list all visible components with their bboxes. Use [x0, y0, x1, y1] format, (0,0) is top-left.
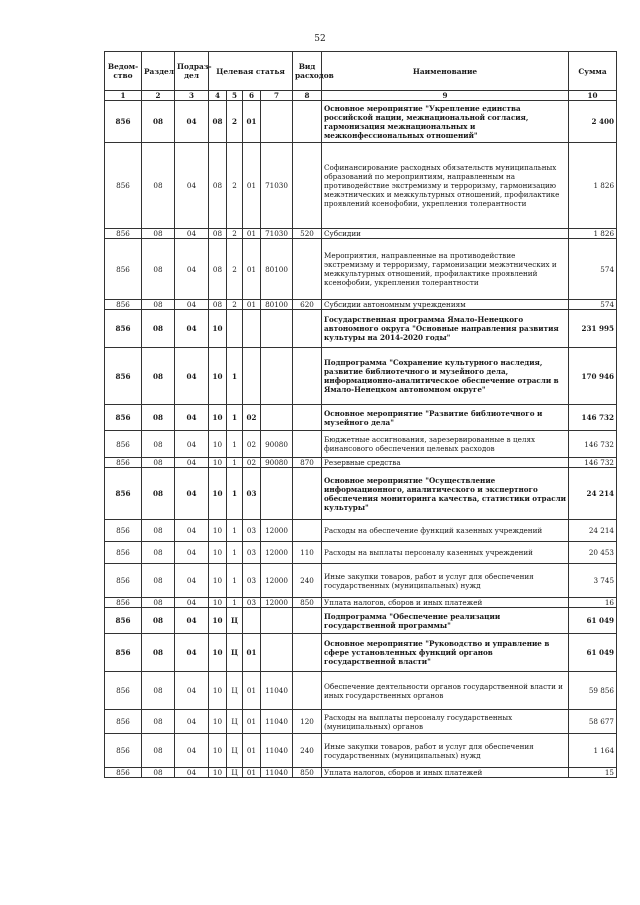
name-cell: Основное мероприятие "Укрепление единства российской нации, межнациональной согласия, гармонизация межнациональных и межконфессиональных отношений" — [322, 101, 569, 143]
amount-cell: 1 164 — [569, 734, 617, 768]
name-cell: Мероприятия, направленные на противодействие экстремизму и терроризму, гармонизации межэтнических и межкультурных отношений, профилактике проявлений ксенофобии, укрепления толерантности — [322, 239, 569, 300]
expense-type-cell: 110 — [293, 542, 322, 564]
amount-cell: 15 — [569, 768, 617, 778]
table-row — [105, 672, 617, 710]
subprogram-cell — [227, 310, 243, 348]
activity-cell: 03 — [243, 520, 261, 542]
ministry-cell: 856 — [105, 300, 142, 310]
activity-cell: 01 — [243, 300, 261, 310]
expense-type-cell — [293, 405, 322, 431]
name-cell: Субсидии автономным учреждениям — [322, 300, 569, 310]
activity-cell: 01 — [243, 672, 261, 710]
direction-cell: 12000 — [261, 542, 293, 564]
name-cell: Уплата налогов, сборов и иных платежей — [322, 598, 569, 608]
table-body — [105, 101, 617, 778]
subsection-cell: 04 — [175, 239, 209, 300]
expense-type-cell — [293, 608, 322, 634]
ministry-cell: 856 — [105, 608, 142, 634]
ministry-cell: 856 — [105, 564, 142, 598]
ministry-cell: 856 — [105, 672, 142, 710]
table-row — [105, 520, 617, 542]
program-cell: 10 — [209, 458, 227, 468]
section-cell: 08 — [142, 734, 175, 768]
table-row — [105, 468, 617, 520]
subsection-cell: 04 — [175, 431, 209, 458]
column-index: 2 — [142, 91, 175, 101]
activity-cell: 01 — [243, 239, 261, 300]
column-index: 8 — [293, 91, 322, 101]
subsection-cell: 04 — [175, 542, 209, 564]
subprogram-cell: 1 — [227, 598, 243, 608]
subsection-cell: 04 — [175, 768, 209, 778]
amount-cell: 24 214 — [569, 520, 617, 542]
name-cell: Государственная программа Ямало-Ненецкого автономного округа "Основные направления развития культуры на 2014-2020 годы" — [322, 310, 569, 348]
table-row — [105, 768, 617, 778]
activity-cell: 01 — [243, 734, 261, 768]
name-cell: Основное мероприятие "Осуществление информационного, аналитического и экспертного обеспечения мониторинга качества, статистики отрасли культуры" — [322, 468, 569, 520]
amount-cell: 16 — [569, 598, 617, 608]
direction-cell: 71030 — [261, 143, 293, 229]
subprogram-cell: 1 — [227, 564, 243, 598]
name-cell: Расходы на выплаты персоналу государственных (муниципальных) органов — [322, 710, 569, 734]
name-cell: Расходы на выплаты персоналу казенных учреждений — [322, 542, 569, 564]
expense-type-cell: 240 — [293, 564, 322, 598]
subsection-cell: 04 — [175, 634, 209, 672]
subprogram-cell: 2 — [227, 229, 243, 239]
subsection-cell: 04 — [175, 710, 209, 734]
subsection-cell: 04 — [175, 520, 209, 542]
section-cell: 08 — [142, 310, 175, 348]
subsection-cell: 04 — [175, 101, 209, 143]
activity-cell: 02 — [243, 458, 261, 468]
activity-cell — [243, 310, 261, 348]
ministry-cell: 856 — [105, 542, 142, 564]
ministry-cell: 856 — [105, 520, 142, 542]
table-row — [105, 598, 617, 608]
header-name: Наименование — [322, 52, 569, 91]
expense-type-cell — [293, 672, 322, 710]
ministry-cell: 856 — [105, 710, 142, 734]
name-cell: Подпрограмма "Сохранение культурного наследия, развитие библиотечного и музейного дела, информационно-аналитическое обеспечение отрасли в Ямало-Ненецком автономном округе" — [322, 348, 569, 405]
expense-type-cell — [293, 431, 322, 458]
ministry-cell: 856 — [105, 143, 142, 229]
expense-type-cell: 850 — [293, 598, 322, 608]
column-index: 3 — [175, 91, 209, 101]
column-index: 5 — [227, 91, 243, 101]
name-cell: Иные закупки товаров, работ и услуг для обеспечения государственных (муниципальных) нужд — [322, 734, 569, 768]
program-cell: 08 — [209, 101, 227, 143]
amount-cell: 2 400 — [569, 101, 617, 143]
subprogram-cell: Ц — [227, 608, 243, 634]
name-cell: Подпрограмма "Обеспечение реализации государственной программы" — [322, 608, 569, 634]
name-cell: Резервные средства — [322, 458, 569, 468]
subsection-cell: 04 — [175, 608, 209, 634]
expense-type-cell — [293, 520, 322, 542]
ministry-cell: 856 — [105, 768, 142, 778]
expense-type-cell: 620 — [293, 300, 322, 310]
subprogram-cell: 2 — [227, 239, 243, 300]
section-cell: 08 — [142, 608, 175, 634]
program-cell: 10 — [209, 734, 227, 768]
ministry-cell: 856 — [105, 598, 142, 608]
program-cell: 10 — [209, 564, 227, 598]
name-cell: Софинансирование расходных обязательств муниципальных образований по мероприятиям, направленным на противодействие экстремизму и терроризму, гармонизацию межэтнических и межкультурных отношений, профилактике проявлений ксенофобии, укрепления толерантности — [322, 143, 569, 229]
amount-cell: 574 — [569, 300, 617, 310]
direction-cell: 12000 — [261, 520, 293, 542]
section-cell: 08 — [142, 300, 175, 310]
program-cell: 10 — [209, 520, 227, 542]
table-row — [105, 310, 617, 348]
program-cell: 08 — [209, 239, 227, 300]
table-row — [105, 300, 617, 310]
table-row — [105, 405, 617, 431]
column-index: 6 — [243, 91, 261, 101]
amount-cell: 1 826 — [569, 229, 617, 239]
header-amount: Сумма — [569, 52, 617, 91]
section-cell: 08 — [142, 458, 175, 468]
direction-cell: 12000 — [261, 598, 293, 608]
program-cell: 10 — [209, 431, 227, 458]
ministry-cell: 856 — [105, 634, 142, 672]
direction-cell: 90080 — [261, 458, 293, 468]
table-row — [105, 564, 617, 598]
table-row — [105, 710, 617, 734]
activity-cell: 01 — [243, 143, 261, 229]
section-cell: 08 — [142, 229, 175, 239]
program-cell: 10 — [209, 542, 227, 564]
direction-cell — [261, 634, 293, 672]
activity-cell: 01 — [243, 101, 261, 143]
subprogram-cell: 2 — [227, 101, 243, 143]
amount-cell: 146 732 — [569, 405, 617, 431]
subsection-cell: 04 — [175, 405, 209, 431]
table-row — [105, 348, 617, 405]
amount-cell: 1 826 — [569, 143, 617, 229]
program-cell: 10 — [209, 405, 227, 431]
amount-cell: 24 214 — [569, 468, 617, 520]
program-cell: 10 — [209, 608, 227, 634]
name-cell: Обеспечение деятельности органов государственной власти и иных государственных органов — [322, 672, 569, 710]
section-cell: 08 — [142, 405, 175, 431]
header-target-article: Целевая статья — [209, 52, 293, 91]
subprogram-cell: Ц — [227, 710, 243, 734]
expense-type-cell — [293, 468, 322, 520]
subsection-cell: 04 — [175, 229, 209, 239]
amount-cell: 58 677 — [569, 710, 617, 734]
header-subsection: Подраз-дел — [175, 52, 209, 91]
direction-cell: 80100 — [261, 300, 293, 310]
table-row — [105, 458, 617, 468]
column-index-row — [105, 91, 617, 101]
expense-type-cell — [293, 143, 322, 229]
direction-cell — [261, 608, 293, 634]
name-cell: Уплата налогов, сборов и иных платежей — [322, 768, 569, 778]
section-cell: 08 — [142, 564, 175, 598]
header-row — [105, 52, 617, 91]
direction-cell: 71030 — [261, 229, 293, 239]
ministry-cell: 856 — [105, 348, 142, 405]
subprogram-cell: 1 — [227, 468, 243, 520]
program-cell: 10 — [209, 768, 227, 778]
program-cell: 10 — [209, 710, 227, 734]
budget-table — [104, 51, 617, 778]
section-cell: 08 — [142, 143, 175, 229]
table-row — [105, 101, 617, 143]
subsection-cell: 04 — [175, 310, 209, 348]
ministry-cell: 856 — [105, 101, 142, 143]
name-cell: Основное мероприятие "Руководство и управление в сфере установленных функций органов государственной власти" — [322, 634, 569, 672]
expense-type-cell — [293, 101, 322, 143]
subprogram-cell: 1 — [227, 542, 243, 564]
program-cell: 10 — [209, 634, 227, 672]
table-row — [105, 634, 617, 672]
name-cell: Бюджетные ассигнования, зарезервированные в целях финансового обеспечения целевых расходов — [322, 431, 569, 458]
section-cell: 08 — [142, 598, 175, 608]
subprogram-cell: Ц — [227, 734, 243, 768]
direction-cell — [261, 348, 293, 405]
activity-cell — [243, 348, 261, 405]
subprogram-cell: Ц — [227, 634, 243, 672]
subsection-cell: 04 — [175, 672, 209, 710]
section-cell: 08 — [142, 768, 175, 778]
program-cell: 10 — [209, 598, 227, 608]
subprogram-cell: 2 — [227, 143, 243, 229]
column-index: 4 — [209, 91, 227, 101]
program-cell: 08 — [209, 300, 227, 310]
direction-cell: 11040 — [261, 734, 293, 768]
name-cell: Иные закупки товаров, работ и услуг для обеспечения государственных (муниципальных) нужд — [322, 564, 569, 598]
subsection-cell: 04 — [175, 300, 209, 310]
activity-cell: 02 — [243, 431, 261, 458]
amount-cell: 20 453 — [569, 542, 617, 564]
ministry-cell: 856 — [105, 405, 142, 431]
expense-type-cell — [293, 348, 322, 405]
activity-cell: 02 — [243, 405, 261, 431]
amount-cell: 170 946 — [569, 348, 617, 405]
subsection-cell: 04 — [175, 143, 209, 229]
name-cell: Субсидии — [322, 229, 569, 239]
amount-cell: 231 995 — [569, 310, 617, 348]
program-cell: 10 — [209, 672, 227, 710]
column-index: 9 — [322, 91, 569, 101]
name-cell: Основное мероприятие "Развитие библиотечного и музейного дела" — [322, 405, 569, 431]
ministry-cell: 856 — [105, 229, 142, 239]
activity-cell: 03 — [243, 468, 261, 520]
subsection-cell: 04 — [175, 598, 209, 608]
header-expense-type: Вид расходов — [293, 52, 322, 91]
direction-cell: 11040 — [261, 768, 293, 778]
direction-cell — [261, 101, 293, 143]
subprogram-cell: Ц — [227, 768, 243, 778]
ministry-cell: 856 — [105, 468, 142, 520]
program-cell: 08 — [209, 229, 227, 239]
program-cell: 10 — [209, 468, 227, 520]
activity-cell: 01 — [243, 768, 261, 778]
expense-type-cell: 870 — [293, 458, 322, 468]
page-number: 52 — [314, 34, 326, 44]
subprogram-cell: 1 — [227, 520, 243, 542]
activity-cell: 01 — [243, 710, 261, 734]
expense-type-cell — [293, 634, 322, 672]
amount-cell: 146 732 — [569, 431, 617, 458]
program-cell: 10 — [209, 348, 227, 405]
direction-cell — [261, 310, 293, 348]
subprogram-cell: 1 — [227, 458, 243, 468]
table-row — [105, 239, 617, 300]
table-row — [105, 734, 617, 768]
table-row — [105, 143, 617, 229]
amount-cell: 59 856 — [569, 672, 617, 710]
table-row — [105, 608, 617, 634]
table-row — [105, 431, 617, 458]
subprogram-cell: 1 — [227, 431, 243, 458]
column-index: 1 — [105, 91, 142, 101]
ministry-cell: 856 — [105, 239, 142, 300]
section-cell: 08 — [142, 101, 175, 143]
direction-cell: 90080 — [261, 431, 293, 458]
direction-cell: 80100 — [261, 239, 293, 300]
subsection-cell: 04 — [175, 458, 209, 468]
header-ministry: Ведом-ство — [105, 52, 142, 91]
ministry-cell: 856 — [105, 734, 142, 768]
expense-type-cell: 850 — [293, 768, 322, 778]
subprogram-cell: Ц — [227, 672, 243, 710]
section-cell: 08 — [142, 710, 175, 734]
name-cell: Расходы на обеспечение функций казенных учреждений — [322, 520, 569, 542]
column-index: 7 — [261, 91, 293, 101]
subsection-cell: 04 — [175, 468, 209, 520]
section-cell: 08 — [142, 542, 175, 564]
activity-cell — [243, 608, 261, 634]
amount-cell: 574 — [569, 239, 617, 300]
amount-cell: 61 049 — [569, 608, 617, 634]
ministry-cell: 856 — [105, 310, 142, 348]
expense-type-cell: 240 — [293, 734, 322, 768]
direction-cell — [261, 468, 293, 520]
expense-type-cell: 120 — [293, 710, 322, 734]
direction-cell: 11040 — [261, 710, 293, 734]
expense-type-cell — [293, 239, 322, 300]
subsection-cell: 04 — [175, 564, 209, 598]
direction-cell: 11040 — [261, 672, 293, 710]
subprogram-cell: 2 — [227, 300, 243, 310]
ministry-cell: 856 — [105, 458, 142, 468]
expense-type-cell: 520 — [293, 229, 322, 239]
table-row — [105, 542, 617, 564]
subprogram-cell: 1 — [227, 348, 243, 405]
amount-cell: 146 732 — [569, 458, 617, 468]
subprogram-cell: 1 — [227, 405, 243, 431]
activity-cell: 03 — [243, 564, 261, 598]
ministry-cell: 856 — [105, 431, 142, 458]
amount-cell: 3 745 — [569, 564, 617, 598]
column-index: 10 — [569, 91, 617, 101]
section-cell: 08 — [142, 634, 175, 672]
direction-cell: 12000 — [261, 564, 293, 598]
activity-cell: 01 — [243, 634, 261, 672]
program-cell: 08 — [209, 143, 227, 229]
section-cell: 08 — [142, 520, 175, 542]
section-cell: 08 — [142, 468, 175, 520]
amount-cell: 61 049 — [569, 634, 617, 672]
subsection-cell: 04 — [175, 348, 209, 405]
activity-cell: 03 — [243, 542, 261, 564]
section-cell: 08 — [142, 672, 175, 710]
header-section: Раздел — [142, 52, 175, 91]
direction-cell — [261, 405, 293, 431]
section-cell: 08 — [142, 431, 175, 458]
table-row — [105, 229, 617, 239]
section-cell: 08 — [142, 348, 175, 405]
section-cell: 08 — [142, 239, 175, 300]
program-cell: 10 — [209, 310, 227, 348]
activity-cell: 03 — [243, 598, 261, 608]
expense-type-cell — [293, 310, 322, 348]
activity-cell: 01 — [243, 229, 261, 239]
subsection-cell: 04 — [175, 734, 209, 768]
